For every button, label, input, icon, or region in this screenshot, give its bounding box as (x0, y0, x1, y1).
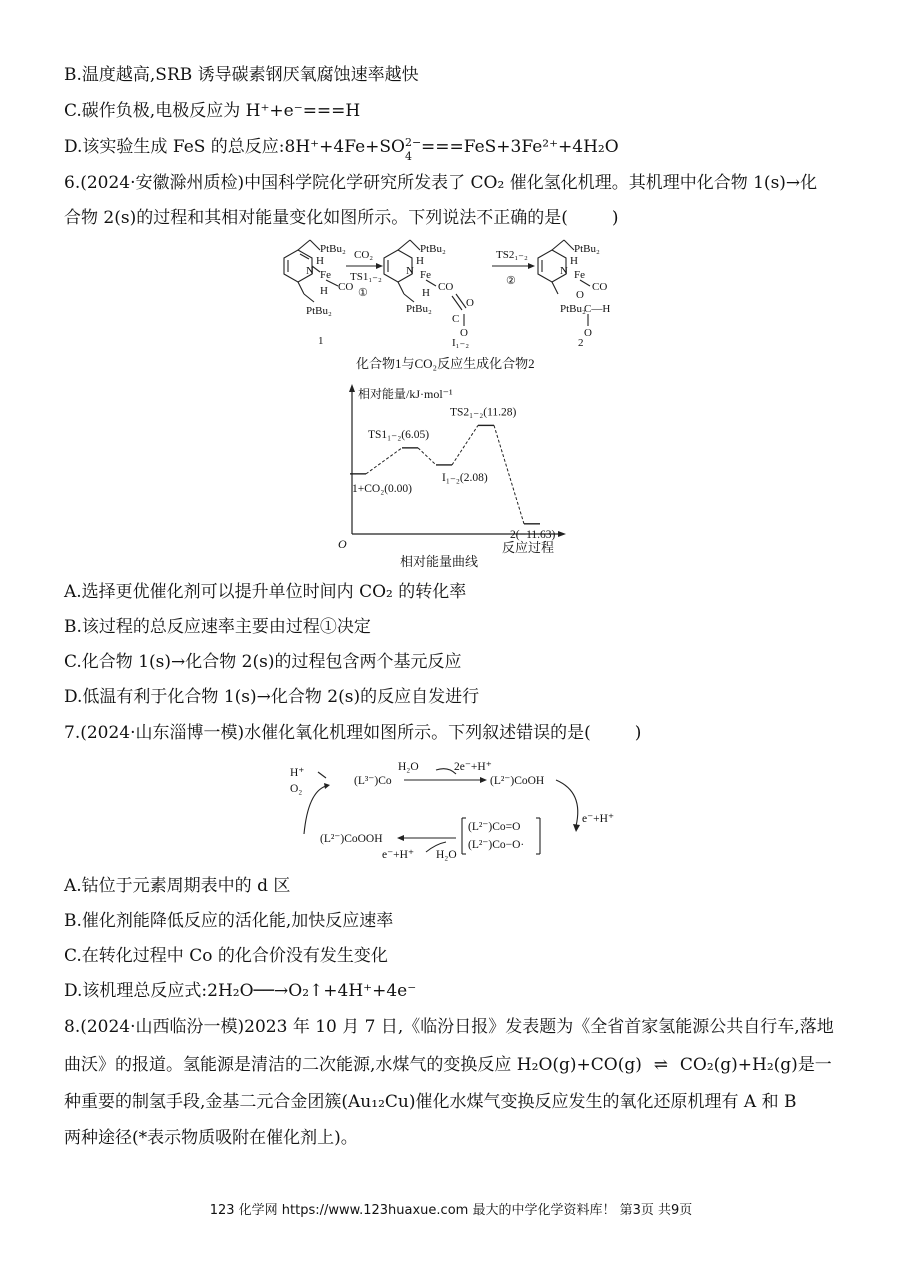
q6-stem-line2: 合物 2(s)的过程和其相对能量变化如图所示。下列说法不正确的是( ) (64, 208, 619, 228)
energy-caption: 相对能量曲线 (400, 554, 479, 569)
q7-stem: 7.(2024·山东淄博一模)水催化氧化机理如图所示。下列叙述错误的是( ) (64, 723, 642, 743)
origin-label: O (338, 537, 347, 551)
fe-atom-2: Fe (574, 269, 585, 281)
energy-point-label-2: I₁₋₂(2.08) (442, 471, 488, 484)
x-axis-label: 反应过程 (502, 540, 555, 555)
n-atom-1: N (306, 265, 314, 277)
electron-proton-right: e⁻+H⁺ (582, 813, 615, 825)
h-atom-1a: H (316, 255, 324, 267)
energy-point-label-1: TS1₁₋₂(6.05) (368, 428, 430, 441)
co-group-2: CO (592, 281, 608, 293)
q7-option-a: A.钴位于元素周期表中的 d 区 (64, 876, 291, 896)
compound-1-label: 1 (318, 335, 324, 347)
ptbu2-label-1b: PtBu₂ (306, 305, 332, 317)
h-atom-1b: H (320, 285, 328, 297)
ptbu2-label-1a: PtBu₂ (320, 243, 346, 255)
cooh-species: (L²⁻)CoOH (490, 775, 545, 787)
energy-profile-chart (336, 384, 576, 570)
q7-option-c: C.在转化过程中 Co 的化合价没有发生变化 (64, 946, 388, 966)
ptbu2-label-2b: PtBu₂ (560, 303, 586, 315)
electron-proton-top: 2e⁻+H⁺ (454, 761, 492, 773)
ptbu2-label-2a: PtBu₂ (574, 243, 600, 255)
q8-line4: 两种途径(*表示物质吸附在催化剂上)。 (64, 1128, 358, 1148)
step2-number: ② (506, 275, 516, 287)
y-axis-label: 相对能量/kJ·mol⁻¹ (358, 387, 453, 401)
co-l3-species: (L³⁻)Co (354, 775, 392, 787)
q6-option-b: B.该过程的总反应速率主要由过程①决定 (64, 617, 371, 637)
energy-point-label-3: TS2₁₋₂(11.28) (450, 406, 517, 419)
q6-option-d: D.低温有利于化合物 1(s)→化合物 2(s)的反应自发进行 (64, 687, 480, 707)
fe-atom-1: Fe (320, 269, 331, 281)
c-atom-i: C (452, 313, 460, 325)
water-oxidation-cycle (286, 756, 626, 868)
ptbu2-label-ia: PtBu₂ (420, 243, 446, 255)
equilibrium-arrow-icon: ⇌ (653, 1055, 668, 1075)
h-atom-ia: H (416, 255, 424, 267)
n-atom-i: N (406, 265, 414, 277)
q7-option-b: B.催化剂能降低反应的活化能,加快反应速率 (64, 911, 394, 931)
co-oxo-species: (L²⁻)Co=O (468, 821, 521, 833)
h-plus-left: H⁺ (290, 767, 305, 779)
energy-connector-1 (418, 448, 436, 465)
energy-connector-0 (366, 448, 402, 474)
energy-point-label-0: 1+CO₂(0.00) (352, 482, 413, 495)
mechanism-caption: 化合物1与CO₂反应生成化合物2 (356, 356, 535, 371)
co-oxyl-radical-species: (L²⁻)Co−O· (468, 839, 525, 851)
step2-ts: TS2₁₋₂ (496, 249, 528, 261)
q8-line1: 8.(2024·山西临汾一模)2023 年 10 月 7 日,《临汾日报》发表题为《全省首家氢能源公共自行车,落地 (64, 1017, 834, 1037)
q6-stem-line1: 6.(2024·安徽滁州质检)中国科学院化学研究所发表了 CO₂ 催化氢化机理。其机理中化合物 1(s)→化 (64, 173, 818, 193)
n-atom-2: N (560, 265, 568, 277)
energy-point-label-4: 2(−11.63) (510, 528, 556, 541)
q7-option-d: D.该机理总反应式:2H₂O──→O₂↑+4H⁺+4e⁻ (64, 981, 417, 1001)
o2-left: O₂ (290, 783, 303, 795)
q5-option-b: B.温度越高,SRB 诱导碳素钢厌氧腐蚀速率越快 (64, 65, 419, 85)
o-atom-2: O (576, 289, 584, 301)
q8-line3: 种重要的制氢手段,金基二元合金团簇(Au₁₂Cu)催化水煤气变换反应发生的氧化还原机理有 A 和 B (64, 1092, 797, 1112)
electron-proton-bottom: e⁻+H⁺ (382, 849, 415, 861)
q6-option-c: C.化合物 1(s)→化合物 2(s)的过程包含两个基元反应 (64, 652, 462, 672)
step1-number: ① (358, 287, 368, 299)
o-atom-2b: O (584, 327, 592, 339)
h2o-bottom: H₂O (436, 849, 457, 861)
fe-atom-i: Fe (420, 269, 431, 281)
o-atom-i: O (460, 327, 468, 339)
energy-connector-3 (494, 425, 524, 523)
page-footer: 123 化学网 https://www.123huaxue.com 最大的中学化学资料库！ 第3页 共9页 (209, 1203, 693, 1218)
q8-line2: 曲沃》的报道。氢能源是清洁的二次能源,水煤气的变换反应 H₂O(g)+CO(g) ⇌ CO₂(g)+H₂(g)是一 (64, 1055, 832, 1075)
step1-ts: TS1₁₋₂ (350, 271, 382, 283)
co-group-i: CO (438, 281, 454, 293)
q5-option-c: C.碳作负极,电极反应为 H⁺+e⁻===H (64, 101, 361, 121)
h-atom-ib: H (422, 287, 430, 299)
energy-connector-2 (452, 425, 478, 465)
coooh-species: (L²⁻)CoOOH (320, 833, 383, 845)
intermediate-label: I₁₋₂ (452, 337, 470, 349)
step1-reagent: CO₂ (354, 249, 374, 261)
h-atom-2: H (570, 255, 578, 267)
ptbu2-label-ib: PtBu₂ (406, 303, 432, 315)
h2o-top: H₂O (398, 761, 419, 773)
formate-group: C—H (584, 303, 611, 315)
co-group-1: CO (338, 281, 354, 293)
mechanism-diagram (276, 236, 636, 376)
o-atom-i2: O (466, 297, 474, 309)
q6-option-a: A.选择更优催化剂可以提升单位时间内 CO₂ 的转化率 (64, 582, 467, 602)
q5-option-d: D.该实验生成 FeS 的总反应:8H⁺+4Fe+SO 2− 4 ===FeS+3Fe²⁺+4H₂O (64, 136, 619, 163)
compound-2-label: 2 (578, 337, 584, 349)
